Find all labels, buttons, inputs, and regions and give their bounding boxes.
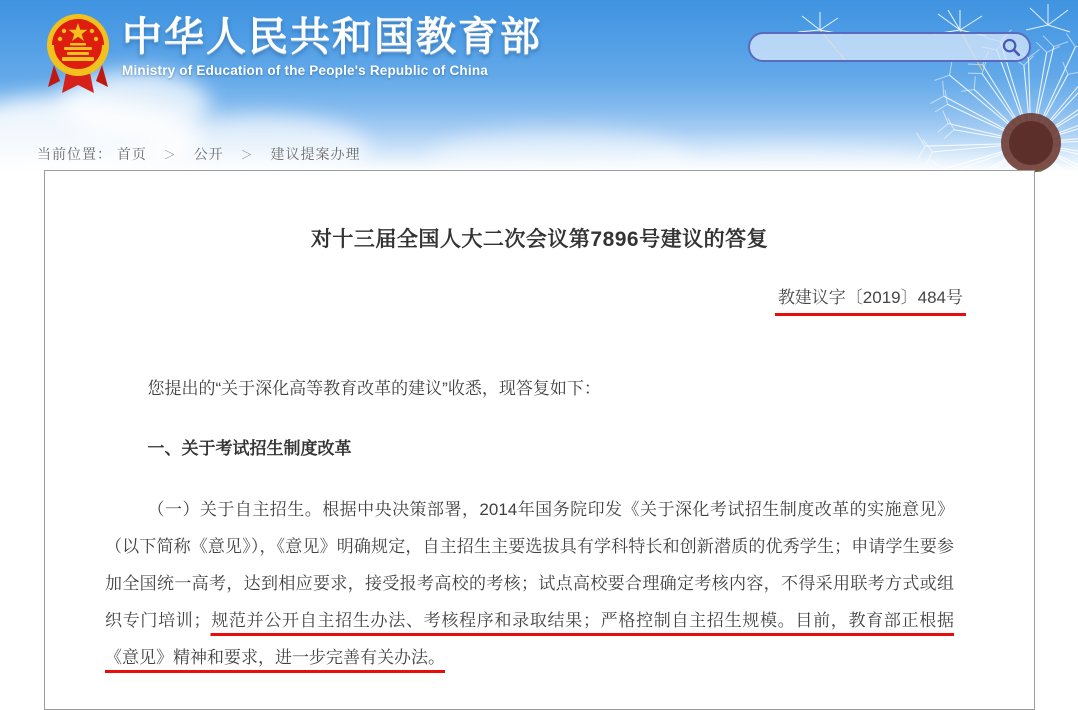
document-number: 教建议字〔2019〕484号 bbox=[775, 283, 966, 316]
paragraph-text: （一）关于自主招生。根据中央决策部署，2014年国务院印发《关于深化考试招生制度改革的实施意见》（以下简称《意见》），《意见》明确规定，自主招生主要选拔具有学科特长和创新潜质的优秀学生；申请学生要参加全国统一高考，达到相应要求，接受报考高校的考核；试点高校要合理确定考核内容，不得采用联考方式或组织专门培训； bbox=[105, 500, 954, 630]
breadcrumb-item-open[interactable]: 公开 bbox=[194, 146, 224, 162]
site-subtitle: Ministry of Education of the People's Republic of China bbox=[122, 63, 542, 78]
search-icon[interactable] bbox=[1000, 36, 1022, 58]
breadcrumb-item-proposals[interactable]: 建议提案办理 bbox=[270, 146, 360, 162]
section-1-heading: 一、关于考试招生制度改革 bbox=[105, 430, 954, 467]
breadcrumb-item-home[interactable]: 首页 bbox=[117, 146, 147, 162]
search-input[interactable] bbox=[750, 34, 1000, 60]
site-masthead-link[interactable] bbox=[122, 13, 542, 78]
national-emblem-logo bbox=[44, 7, 112, 97]
search-box bbox=[748, 32, 1031, 62]
greeting-paragraph: 您提出的“关于深化高等教育改革的建议”收悉，现答复如下： bbox=[105, 370, 954, 407]
document-number-row bbox=[45, 283, 1034, 316]
document-content-panel bbox=[44, 170, 1035, 710]
document-body bbox=[45, 370, 1034, 676]
breadcrumb-separator-icon: ＞ bbox=[241, 148, 254, 162]
paragraph-text-red-underlined: 规范并公开自主招生办法、考核程序和录取结果；严格控制自主招生规模。目前，教育部正根据《意见》精神和要求，进一步完善有关办法。 bbox=[105, 611, 954, 667]
breadcrumb bbox=[37, 144, 360, 164]
site-title: 中华人民共和国教育部 bbox=[122, 13, 542, 61]
breadcrumb-separator-icon: ＞ bbox=[164, 148, 177, 162]
paragraph-autonomous-enrollment bbox=[105, 491, 954, 676]
document-title: 对十三届全国人大二次会议第7896号建议的答复 bbox=[45, 223, 1034, 253]
breadcrumb-label: 当前位置： bbox=[37, 146, 112, 162]
